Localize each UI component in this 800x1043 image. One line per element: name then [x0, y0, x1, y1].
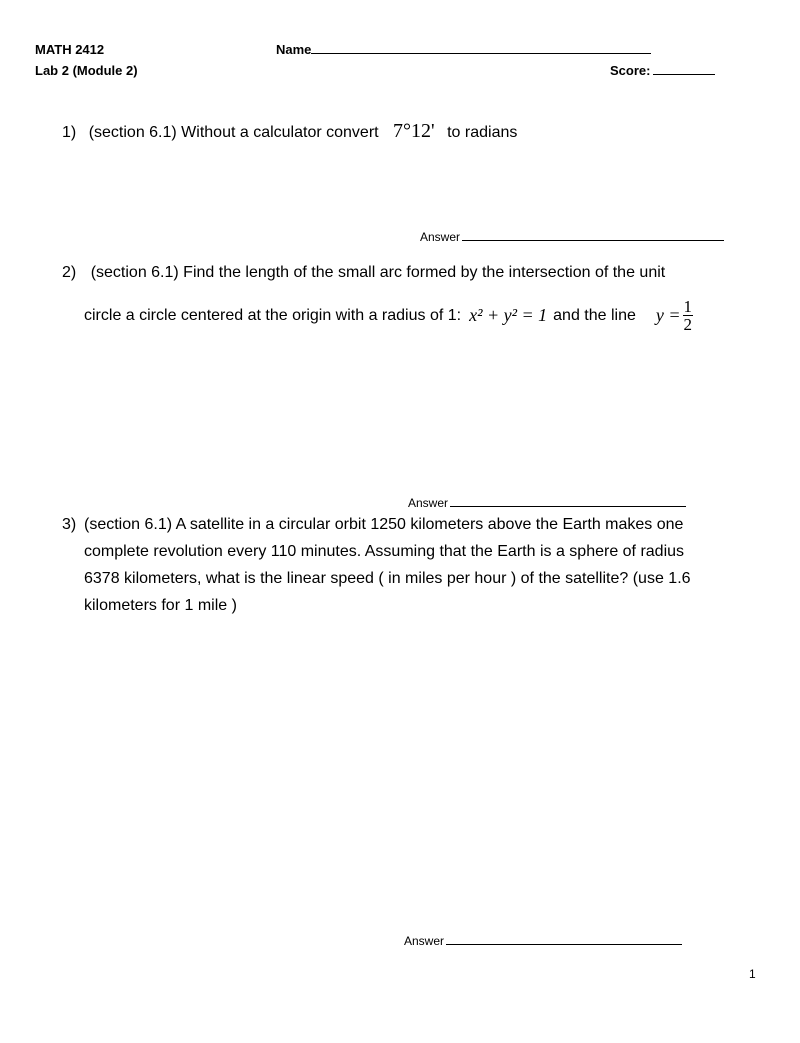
course-code: MATH 2412 — [35, 42, 105, 57]
answer-3-label: Answer — [404, 934, 445, 948]
answer-3-blank[interactable] — [446, 944, 682, 945]
question-1-text-after: to radians — [447, 124, 518, 141]
name-field[interactable] — [276, 42, 651, 57]
page-number: 1 — [749, 967, 756, 981]
answer-1-blank[interactable] — [462, 240, 724, 241]
question-3-line-4: kilometers for 1 mile ) — [84, 597, 237, 614]
question-2-number: 2) — [62, 264, 77, 281]
answer-3[interactable] — [404, 934, 682, 948]
answer-1-label: Answer — [420, 230, 461, 244]
question-3-line-1: (section 6.1) A satellite in a circular orbit 1250 kilometers above the Earth makes one — [84, 516, 684, 533]
question-2-line-2 — [84, 298, 693, 333]
circle-equation: x² + y² = 1 — [469, 305, 548, 325]
question-2-text-1: (section 6.1) Find the length of the small arc formed by the intersection of the unit — [90, 264, 666, 281]
score-field[interactable] — [610, 63, 715, 78]
name-blank[interactable] — [311, 53, 651, 54]
question-2-line-1 — [62, 259, 665, 286]
fraction-numerator: 1 — [683, 297, 693, 316]
line-equation-lhs: y = — [655, 305, 681, 325]
question-1-angle: 7°12' — [393, 120, 435, 142]
question-1-number: 1) — [62, 124, 77, 141]
question-3-text — [84, 511, 784, 619]
name-label: Name — [276, 42, 312, 57]
question-2-text-2: circle a circle centered at the origin with a radius of 1: — [84, 307, 462, 324]
answer-2-label: Answer — [408, 496, 449, 510]
lab-title: Lab 2 (Module 2) — [35, 63, 138, 78]
answer-2-blank[interactable] — [450, 506, 686, 507]
question-3-line-2: complete revolution every 110 minutes. Assuming that the Earth is a sphere of radius — [84, 543, 685, 560]
question-3-number: 3) — [62, 516, 77, 533]
answer-2[interactable] — [408, 496, 686, 510]
question-1 — [62, 118, 517, 146]
score-blank[interactable] — [653, 74, 715, 75]
score-label: Score: — [610, 63, 651, 78]
answer-1[interactable] — [420, 230, 724, 244]
fraction-denominator: 2 — [683, 315, 693, 334]
question-2-and-the-line: and the line — [553, 307, 636, 324]
question-3-line-3: 6378 kilometers, what is the linear speed ( in miles per hour ) of the satellite? (use 1.6 — [84, 570, 691, 587]
question-1-text: (section 6.1) Without a calculator convert — [88, 124, 379, 141]
line-equation-fraction — [683, 298, 694, 333]
